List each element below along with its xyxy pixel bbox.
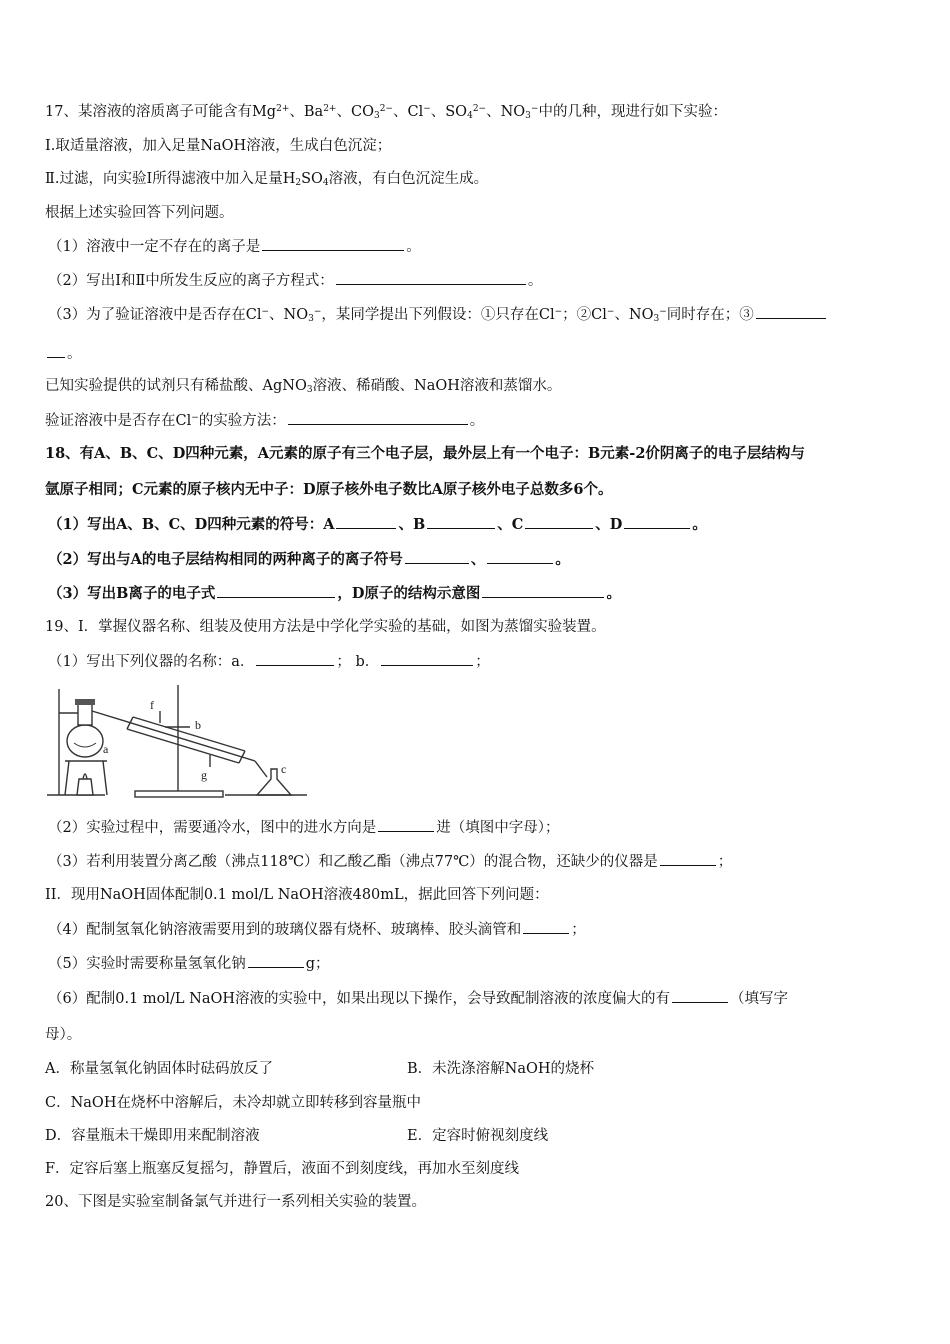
answer-blank[interactable] bbox=[482, 583, 604, 598]
answer-blank[interactable] bbox=[660, 851, 716, 866]
q20-stem: 20、下图是实验室制备氯气并进行一系列相关实验的装置。 bbox=[45, 1194, 426, 1210]
answer-blank[interactable] bbox=[427, 514, 495, 529]
option-b[interactable]: B．未洗涤溶解NaOH的烧杯 bbox=[407, 1061, 595, 1077]
option-a[interactable]: A．称量氢氧化钠固体时砝码放反了 bbox=[45, 1061, 273, 1077]
q17-known-reagents: 已知实验提供的试剂只有稀盐酸、AgNO$_3$溶液、稀硝酸、NaOH溶液和蒸馏水。 bbox=[45, 378, 562, 395]
q19-part-6: （6）配制0.1 mol/L NaOH溶液的实验中，如果出现以下操作，会导致配制溶液的浓度偏大的有 （填写字 bbox=[48, 988, 788, 1009]
answer-blank[interactable] bbox=[47, 343, 65, 358]
distillation-apparatus-figure bbox=[45, 683, 310, 801]
answer-blank[interactable] bbox=[405, 549, 469, 564]
q18-part-1: （1）写出A、B、C、D四种元素的符号：A 、B 、C 、D 。 bbox=[48, 516, 707, 533]
answer-blank[interactable] bbox=[217, 583, 335, 598]
figure-label-f: f bbox=[150, 698, 154, 712]
answer-blank[interactable] bbox=[248, 953, 304, 968]
q17-part-1: （1）溶液中一定不存在的离子是 。 bbox=[48, 236, 421, 257]
q19-part-3: （3）若利用装置分离乙酸（沸点118℃）和乙酸乙酯（沸点77℃）的混合物，还缺少的仪器是 ； bbox=[48, 851, 732, 872]
q17-verify: 验证溶液中是否存在Cl−的实验方法： 。 bbox=[45, 410, 484, 431]
answer-blank[interactable] bbox=[336, 514, 396, 529]
q18-part-2: （2）写出与A的电子层结构相同的两种离子的离子符号 、 。 bbox=[48, 551, 570, 568]
answer-blank[interactable] bbox=[523, 919, 569, 934]
answer-blank[interactable] bbox=[288, 410, 468, 425]
q19-part-1: （1）写出下列仪器的名称：a． ； b． ； bbox=[48, 651, 490, 672]
answer-blank[interactable] bbox=[256, 651, 334, 666]
q17-part-2: （2）写出Ⅰ和Ⅱ中所发生反应的离子方程式： 。 bbox=[48, 270, 542, 291]
answer-blank[interactable] bbox=[381, 651, 473, 666]
q17-experiment-2: Ⅱ.过滤，向实验Ⅰ所得滤液中加入足量$H_2SO_4$溶液，有白色沉淀生成。 bbox=[45, 171, 489, 188]
figure-label-a: a bbox=[103, 742, 109, 756]
figure-label-c: c bbox=[281, 762, 287, 776]
figure-label-b: b bbox=[195, 718, 201, 732]
q19-stem: 19、Ⅰ．掌握仪器名称、组装及使用方法是中学化学实验的基础，如图为蒸馏实验装置。 bbox=[45, 619, 606, 635]
q17-part-3: （3）为了验证溶液中是否存在Cl−、$NO_3^-$，某同学提出下列假设：①只存在Cl−；②Cl−、$NO_3^-$同时存在；③ bbox=[48, 304, 828, 325]
q18-stem-line-2: 氩原子相同；C元素的原子核内无中子：D原子核外电子数比A原子核外电子总数多6个。 bbox=[45, 481, 613, 498]
q19-part-2: （2）实验过程中，需要通冷水，图中的进水方向是 进（填图中字母）； bbox=[48, 817, 559, 838]
q17-stem: 17、某溶液的溶质离子可能含有$Mg^{2+}$、$Ba^{2+}$、$CO_3^{2-}$、Cl−、$SO_4^{2-}$、$NO_3^-$中的几种，现进行如下实验： bbox=[45, 104, 727, 121]
option-d[interactable]: D．容量瓶未干燥即用来配制溶液 bbox=[45, 1128, 260, 1144]
answer-blank[interactable] bbox=[756, 304, 826, 319]
option-f[interactable]: F．定容后塞上瓶塞反复摇匀，静置后，液面不到刻度线，再加水至刻度线 bbox=[45, 1161, 520, 1177]
answer-blank[interactable] bbox=[487, 549, 553, 564]
figure-label-g: g bbox=[201, 768, 207, 782]
q17-intro: 根据上述实验回答下列问题。 bbox=[45, 205, 234, 221]
q19-part-4: （4）配制氢氧化钠溶液需要用到的玻璃仪器有烧杯、玻璃棒、胶头滴管和 ； bbox=[48, 919, 586, 940]
q19-options-row-3 bbox=[45, 1126, 549, 1146]
option-c[interactable]: C．NaOH在烧杯中溶解后，未冷却就立即转移到容量瓶中 bbox=[45, 1095, 421, 1111]
answer-blank[interactable] bbox=[672, 988, 728, 1003]
q17-experiment-1: Ⅰ.取适量溶液，加入足量NaOH溶液，生成白色沉淀； bbox=[45, 138, 392, 154]
q18-part-3: （3）写出B离子的电子式 ，D原子的结构示意图 。 bbox=[48, 585, 621, 602]
answer-blank[interactable] bbox=[336, 270, 526, 285]
q19-options-row-1 bbox=[45, 1059, 595, 1079]
q19-part-6-continued: 母）。 bbox=[45, 1027, 82, 1043]
q18-stem-line-1: 18、有A、B、C、D四种元素，A元素的原子有三个电子层，最外层上有一个电子：B元素-2价阴离子的电子层结构与 bbox=[45, 445, 805, 462]
answer-blank[interactable] bbox=[378, 817, 434, 832]
option-e[interactable]: E．定容时俯视刻度线 bbox=[407, 1128, 549, 1144]
q19-part-ii: II．现用NaOH固体配制0.1 mol/L NaOH溶液480mL，据此回答下列问题： bbox=[45, 887, 549, 903]
answer-blank[interactable] bbox=[262, 236, 404, 251]
q19-part-5: （5）实验时需要称量氢氧化钠 g； bbox=[48, 953, 330, 974]
answer-blank[interactable] bbox=[525, 514, 593, 529]
q17-part-3-continued: 。 bbox=[45, 343, 82, 364]
answer-blank[interactable] bbox=[624, 514, 690, 529]
